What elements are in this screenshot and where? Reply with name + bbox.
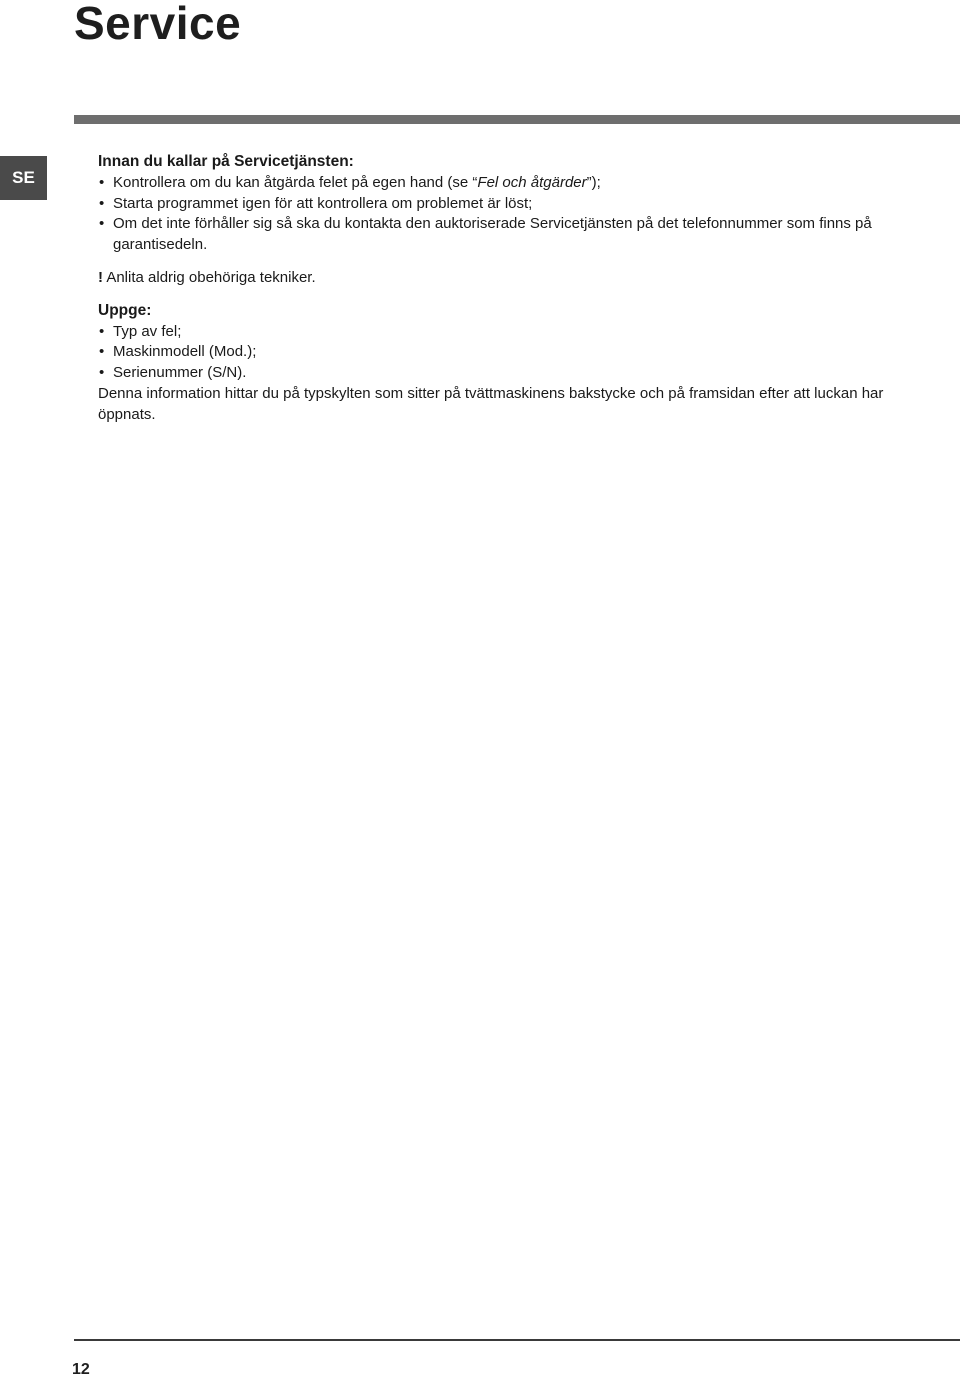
specify-section xyxy=(98,301,938,426)
page-number: 12 xyxy=(72,1361,90,1378)
footer-divider xyxy=(74,1339,960,1341)
service-content xyxy=(98,152,938,426)
bullet-1-text-start: Kontrollera om du kan åtgärda felet på egen hand (se “ xyxy=(113,173,478,191)
specify-list xyxy=(98,322,938,384)
header-divider-bar xyxy=(74,115,960,124)
page-title: Service xyxy=(74,0,242,49)
list-item: • Starta programmet igen för att kontrollera om problemet är löst; xyxy=(98,194,938,215)
list-item xyxy=(98,173,938,194)
bullet-1-reference: Fel och åtgärder xyxy=(477,173,587,191)
list-item: • Maskinmodell (Mod.); xyxy=(98,342,938,363)
rating-plate-paragraph: Denna information hittar du på typskylten som sitter på tvättmaskinens bakstycke och på framsidan efter att luckan har öppnats. xyxy=(98,384,884,423)
before-calling-heading: Innan du kallar på Servicetjänsten: xyxy=(98,153,354,170)
before-calling-list xyxy=(98,173,938,256)
warning-mark: ! xyxy=(98,268,103,286)
warning-note xyxy=(98,268,938,289)
list-item: • Serienummer (S/N). xyxy=(98,363,938,384)
specify-heading: Uppge: xyxy=(98,301,152,319)
list-item: • Om det inte förhåller sig så ska du kontakta den auktoriserade Servicetjänsten på det telefonnummer som finns på garantisedeln. xyxy=(98,214,938,256)
warning-text: Anlita aldrig obehöriga tekniker. xyxy=(103,268,316,286)
language-tab: SE xyxy=(0,156,47,200)
bullet-1-text-end: ”); xyxy=(586,173,601,191)
list-item: • Typ av fel; xyxy=(98,322,938,343)
